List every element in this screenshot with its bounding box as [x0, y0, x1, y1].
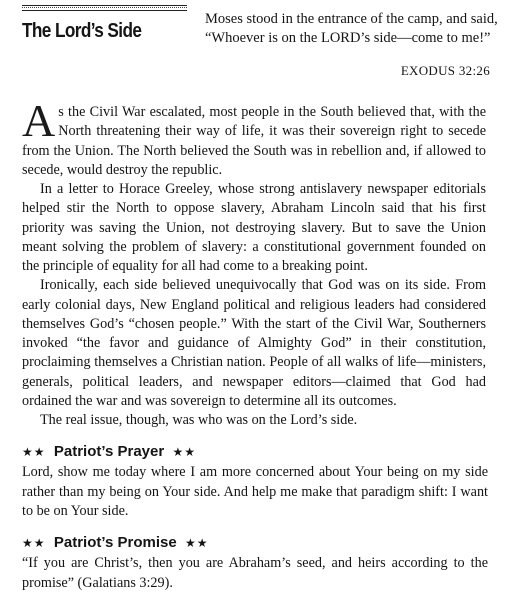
star-icon: ★★: [172, 445, 197, 459]
promise-heading-text: Patriot’s Promise: [53, 534, 177, 551]
body-paragraph: The real issue, though, was who was on the Lord’s side.: [40, 412, 358, 428]
body-paragraph: [22, 95, 486, 180]
body-paragraph: Ironically, each side believed unequivocally that God was on its side. From early colonial days, New England political and religious leaders had considered themselves God’s “chosen people.” With the start of the Civil War, Southerners invoked “the favor and guidance of Almighty God” in their constitution, proclaiming themselves a Christian nation. People of all walks of life—ministers, generals, political leaders, and newspaper editors—claimed that God had ordained the war and was sovereign to determine all its outcomes.: [22, 277, 486, 409]
page-title: The Lord’s Side: [22, 20, 142, 42]
title-rule: [22, 5, 187, 11]
article-body: [22, 95, 486, 430]
epigraph: [205, 10, 498, 80]
title-rule-pattern: [22, 7, 187, 8]
star-icon: ★★: [185, 536, 209, 550]
epigraph-line: Moses stood in the entrance of the camp, and said,: [205, 11, 498, 27]
epigraph-line: “Whoever is on the LORD’s side—come to me!”: [205, 30, 491, 46]
promise-heading: [22, 534, 209, 551]
drop-cap: A: [22, 95, 56, 146]
star-icon: ★★: [22, 536, 46, 550]
promise-text: “If you are Christ’s, then you are Abraham’s seed, and heirs according to the promise” (Galatians 3:29).: [22, 555, 488, 591]
scripture-reference: EXODUS 32:26: [400, 63, 490, 78]
prayer-text: Lord, show me today where I am more concerned about Your being on my side rather than my being on Your side. And help me make that paradigm shift: I want to be on Your side.: [22, 464, 488, 519]
prayer-heading-text: Patriot’s Prayer: [53, 443, 165, 460]
star-icon: ★★: [22, 445, 46, 459]
body-paragraph: In a letter to Horace Greeley, whose strong antislavery newspaper editorials helped stir the North to oppose slavery, Abraham Lincoln said that his first priority was saving the Union, not destroying slavery. But to save the Union meant solving the problem of slavery: a constitutional government founded on the principle of equality for all had come to a breaking point.: [22, 181, 486, 274]
prayer-heading: [22, 443, 196, 460]
paragraph-text: s the Civil War escalated, most people in the South believed that, with the North threatening their way of life, it was their sovereign right to secede from the Union. The North believed the South was in rebellion and, if allowed to secede, would destroy the republic.: [22, 104, 486, 178]
